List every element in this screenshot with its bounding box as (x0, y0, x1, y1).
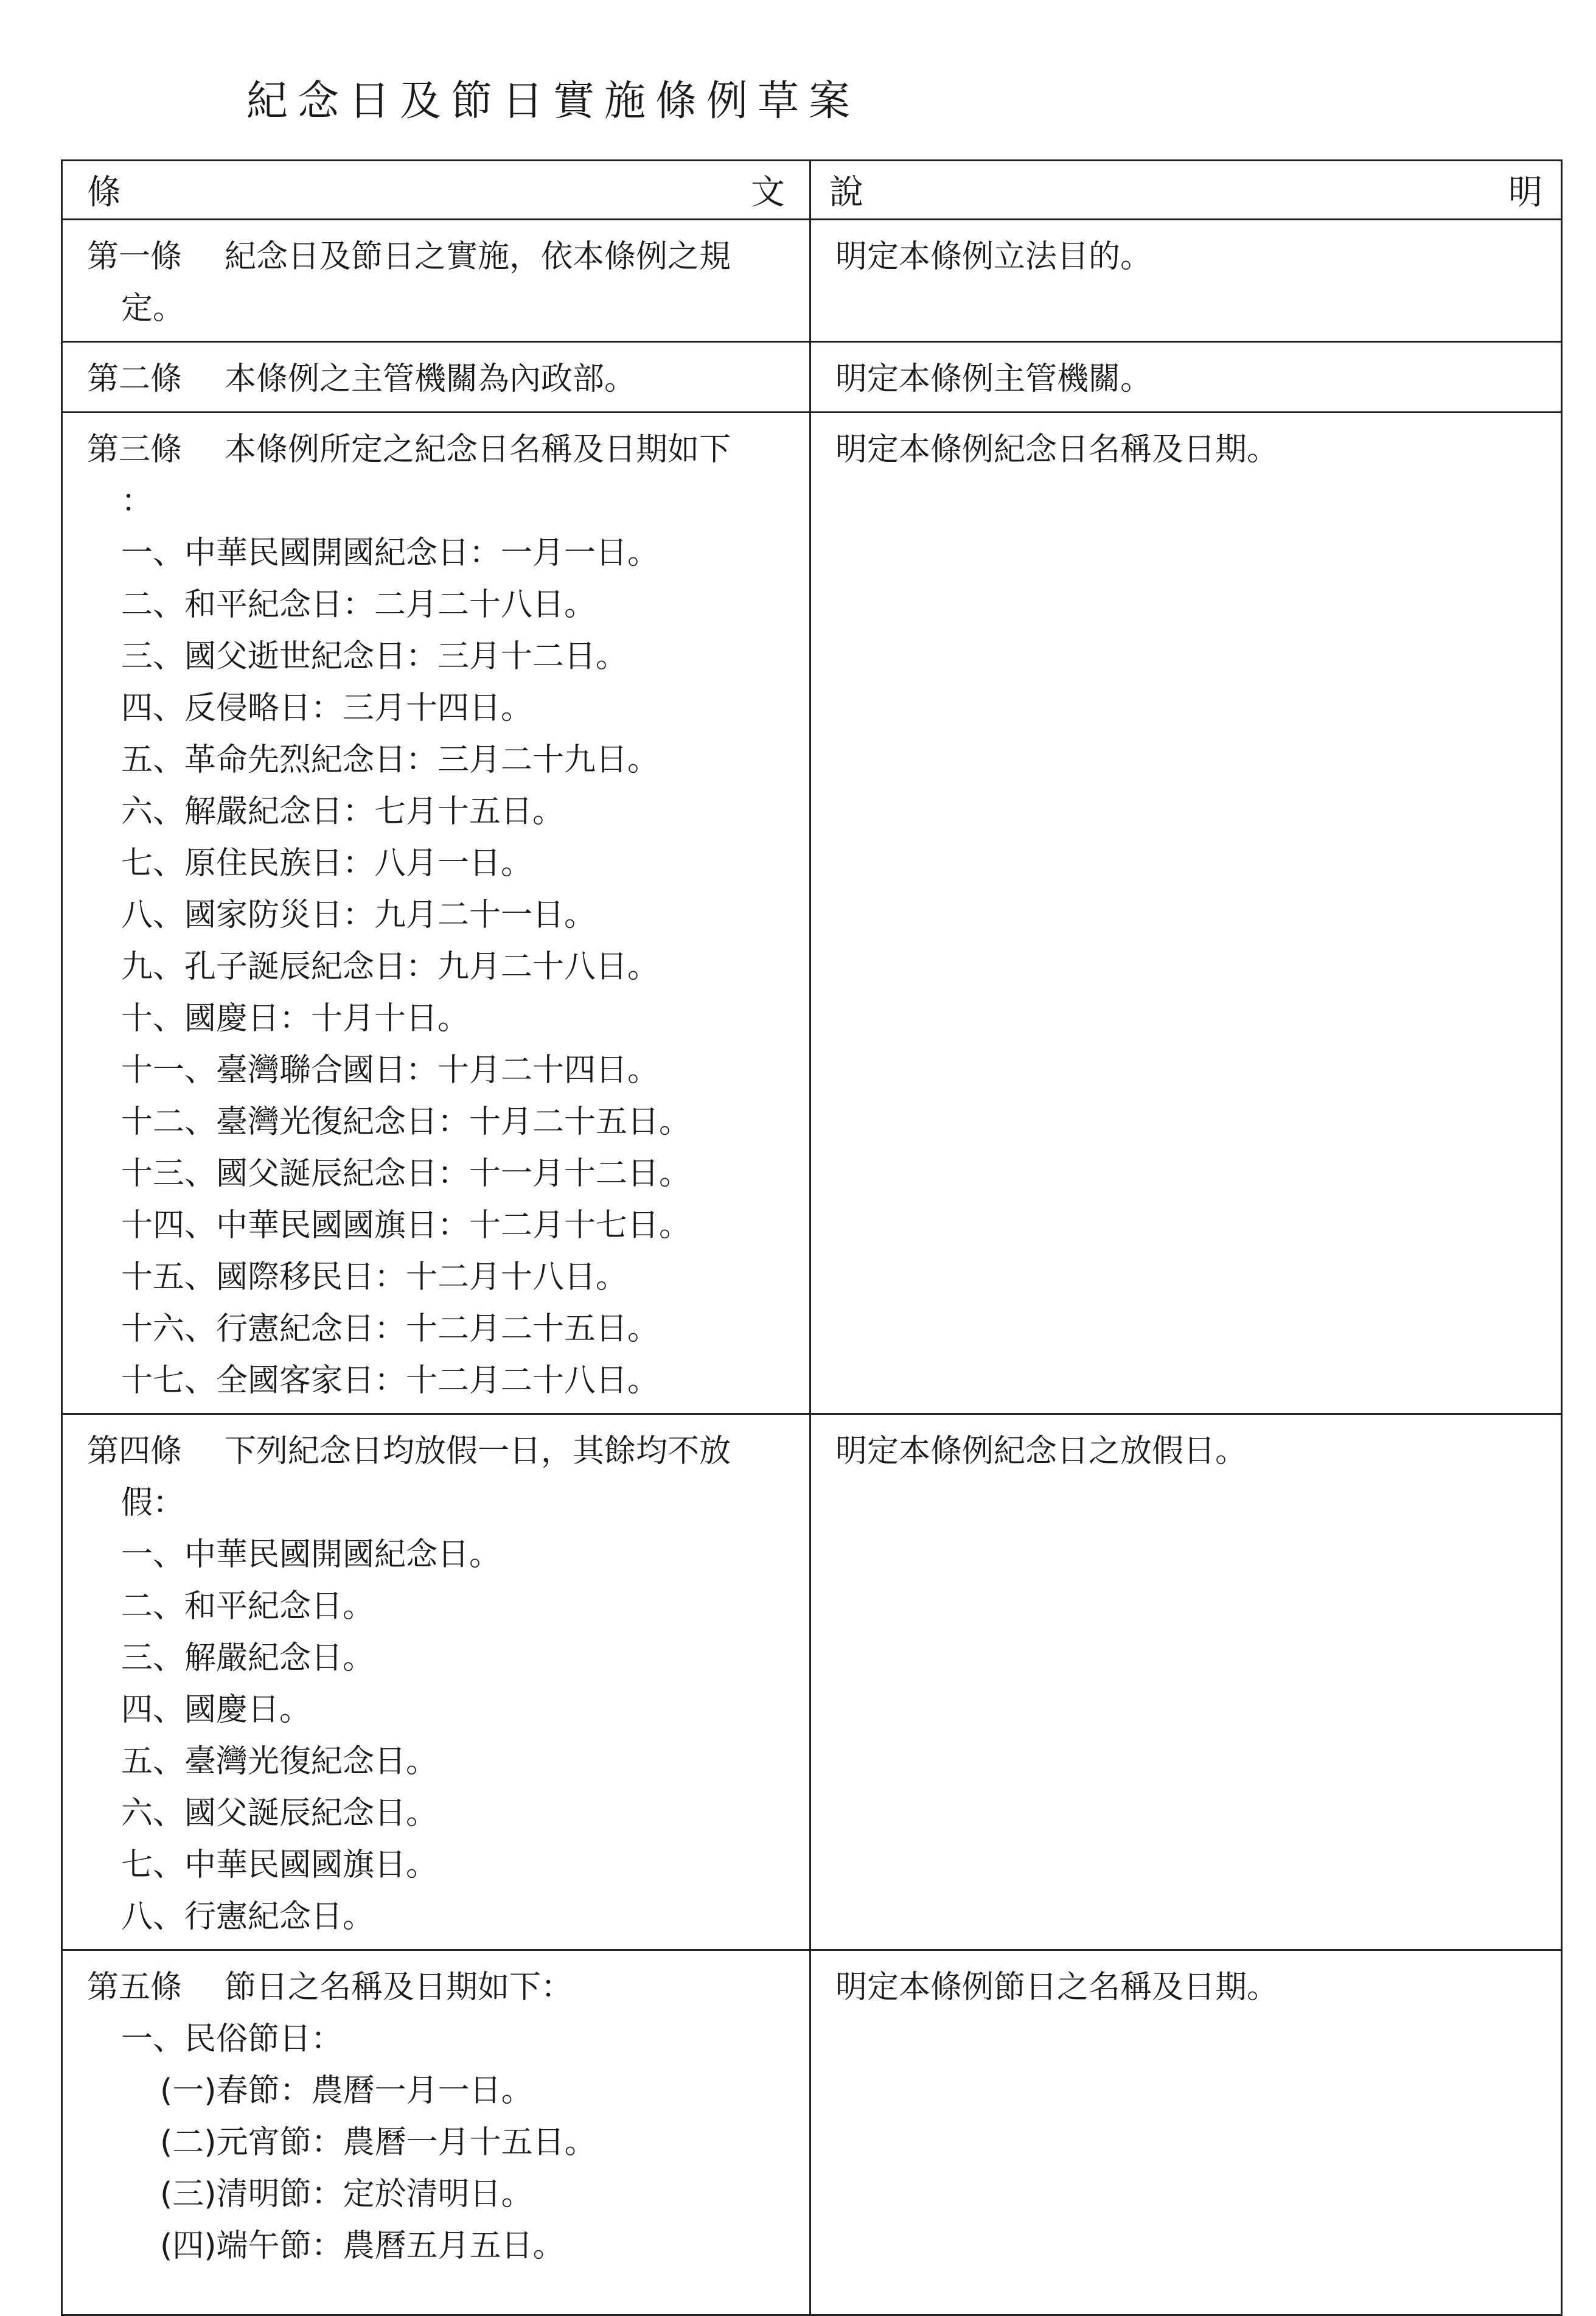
list-item: 十一、臺灣聯合國日：十月二十四日。 (121, 1052, 660, 1089)
list-item: 五、革命先烈紀念日：三月二十九日。 (121, 742, 660, 778)
list-item: 十七、全國客家日：十二月二十八日。 (121, 1362, 660, 1399)
article-explanation-cell (810, 1414, 1562, 1950)
sub-list-item: (二)元宵節：農曆一月十五日。 (160, 2124, 596, 2161)
article-text-cell (62, 342, 810, 413)
list-item: 十三、國父誕辰紀念日：十一月十二日。 (121, 1156, 691, 1192)
law-table (61, 159, 1563, 2316)
list-item: 十五、國際移民日：十二月十八日。 (121, 1259, 628, 1296)
list-item: 四、國慶日。 (121, 1692, 312, 1728)
article-explanation: 明定本條例節日之名稱及日期。 (835, 1969, 1279, 2006)
list-item: 十六、行憲紀念日：十二月二十五日。 (121, 1311, 660, 1347)
list-item: 五、臺灣光復紀念日。 (121, 1743, 438, 1780)
table-header-row (62, 161, 1562, 220)
article-row-1 (62, 220, 1562, 342)
list-item: 十二、臺灣光復紀念日：十月二十五日。 (121, 1104, 691, 1140)
list-item: 二、和平紀念日。 (121, 1588, 375, 1625)
article-explanation: 明定本條例主管機關。 (835, 361, 1152, 397)
article-text-cell (62, 413, 810, 1414)
header-articles-cell (62, 161, 810, 220)
document-title: 紀念日及節日實施條例草案 (246, 77, 860, 125)
article-row-2 (62, 342, 1562, 413)
article-text: 下列紀念日均放假一日，其餘均不放 (225, 1433, 731, 1470)
header-explanation-char-1: 說 (829, 173, 863, 212)
header-explanation-char-2: 明 (1508, 173, 1542, 212)
article-explanation: 明定本條例紀念日之放假日。 (835, 1433, 1247, 1470)
list-item: 三、國父逝世紀念日：三月十二日。 (121, 638, 628, 675)
article-text: 本條例之主管機關為內政部。 (225, 361, 636, 397)
article-text-continuation: ： (121, 483, 153, 520)
article-text: 紀念日及節日之實施，依本條例之規 (225, 239, 731, 275)
list-item: 一、中華民國開國紀念日。 (121, 1536, 501, 1573)
list-item: 十四、中華民國國旗日：十二月十七日。 (121, 1207, 691, 1244)
article-explanation-cell (810, 220, 1562, 342)
list-item: 八、國家防災日：九月二十一日。 (121, 897, 596, 933)
list-item: 一、民俗節日： (121, 2021, 343, 2057)
article-text-continuation: 假： (121, 1485, 185, 1521)
sub-list-item: (三)清明節：定於清明日。 (160, 2176, 533, 2213)
article-heading-line (87, 1962, 792, 2014)
list-item: 二、和平紀念日：二月二十八日。 (121, 587, 596, 623)
article-explanation-cell (810, 413, 1562, 1414)
article-explanation: 明定本條例紀念日名稱及日期。 (835, 431, 1279, 468)
article-explanation: 明定本條例立法目的。 (835, 239, 1152, 275)
header-explanation-cell (810, 161, 1562, 220)
article-heading-line (87, 231, 792, 283)
article-number: 第一條 (87, 239, 183, 275)
list-item: 四、反侵略日：三月十四日。 (121, 690, 533, 727)
article-row-3 (62, 413, 1562, 1414)
header-articles-char-1: 條 (87, 173, 121, 212)
article-text-cell (62, 1950, 810, 2315)
article-text-cell (62, 1414, 810, 1950)
list-item: 三、解嚴紀念日。 (121, 1640, 375, 1676)
article-text: 本條例所定之紀念日名稱及日期如下 (225, 431, 731, 468)
list-item: 六、國父誕辰紀念日。 (121, 1795, 438, 1832)
article-explanation-cell (810, 342, 1562, 413)
list-item: 六、解嚴紀念日：七月十五日。 (121, 794, 565, 830)
article-row-5 (62, 1950, 1562, 2315)
list-item: 十、國慶日：十月十日。 (121, 1000, 470, 1037)
article-row-4 (62, 1414, 1562, 1950)
list-item: 一、中華民國開國紀念日：一月一日。 (121, 535, 660, 571)
header-articles-char-2: 文 (751, 173, 785, 212)
list-item: 七、原住民族日：八月一日。 (121, 845, 533, 882)
article-number: 第四條 (87, 1433, 183, 1470)
list-item: 八、行憲紀念日。 (121, 1899, 375, 1935)
article-heading-line (87, 1426, 792, 1477)
article-text: 節日之名稱及日期如下： (225, 1969, 573, 2006)
list-item: 九、孔子誕辰紀念日：九月二十八日。 (121, 949, 660, 985)
article-heading-line (87, 354, 792, 405)
sub-list-item: (一)春節：農曆一月一日。 (160, 2073, 533, 2109)
list-item: 七、中華民國國旗日。 (121, 1847, 438, 1883)
article-number: 第三條 (87, 431, 183, 468)
article-explanation-cell (810, 1950, 1562, 2315)
article-number: 第二條 (87, 361, 183, 397)
article-text-continuation: 定。 (121, 290, 185, 327)
article-text-cell (62, 220, 810, 342)
article-number: 第五條 (87, 1969, 183, 2006)
sub-list-item: (四)端午節：農曆五月五日。 (160, 2228, 565, 2264)
article-heading-line (87, 424, 792, 476)
